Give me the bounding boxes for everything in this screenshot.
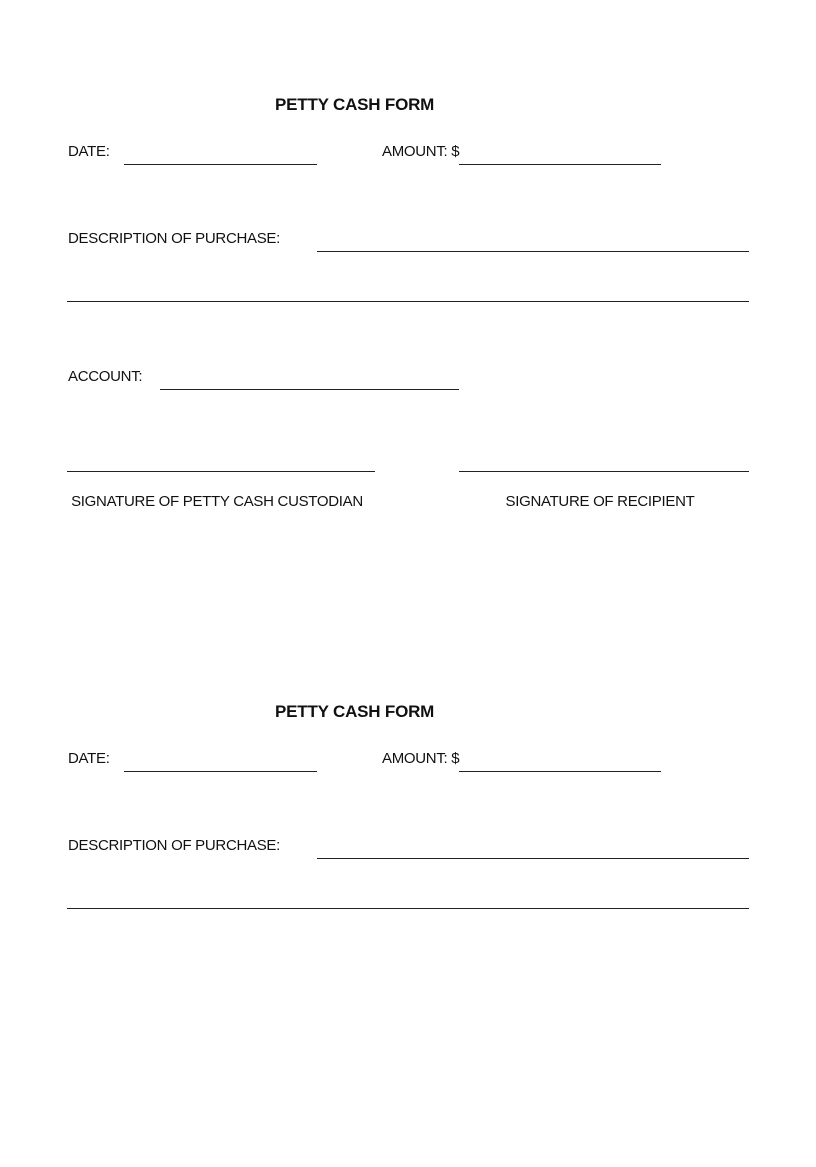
amount-label: AMOUNT: $ (382, 143, 460, 160)
petty-cash-form-1 (0, 0, 816, 560)
amount-field-line[interactable] (459, 164, 661, 165)
form-title: PETTY CASH FORM (275, 702, 435, 721)
description-field-line-1[interactable] (317, 251, 749, 252)
recipient-signature-line[interactable] (459, 471, 749, 472)
custodian-signature-label: SIGNATURE OF PETTY CASH CUSTODIAN (71, 493, 363, 510)
custodian-signature-line[interactable] (67, 471, 375, 472)
petty-cash-form-2 (0, 607, 816, 1167)
description-field-line-2[interactable] (67, 908, 749, 909)
date-label: DATE: (68, 143, 110, 160)
form-title: PETTY CASH FORM (275, 95, 435, 114)
account-label: ACCOUNT: (68, 368, 143, 385)
date-field-line[interactable] (124, 164, 317, 165)
recipient-signature-label: SIGNATURE OF RECIPIENT (505, 493, 695, 510)
date-label: DATE: (68, 750, 110, 767)
description-label: DESCRIPTION OF PURCHASE: (68, 837, 280, 854)
account-field-line[interactable] (160, 389, 459, 390)
description-label: DESCRIPTION OF PURCHASE: (68, 230, 280, 247)
description-field-line-2[interactable] (67, 301, 749, 302)
date-field-line[interactable] (124, 771, 317, 772)
description-field-line-1[interactable] (317, 858, 749, 859)
amount-label: AMOUNT: $ (382, 750, 460, 767)
amount-field-line[interactable] (459, 771, 661, 772)
